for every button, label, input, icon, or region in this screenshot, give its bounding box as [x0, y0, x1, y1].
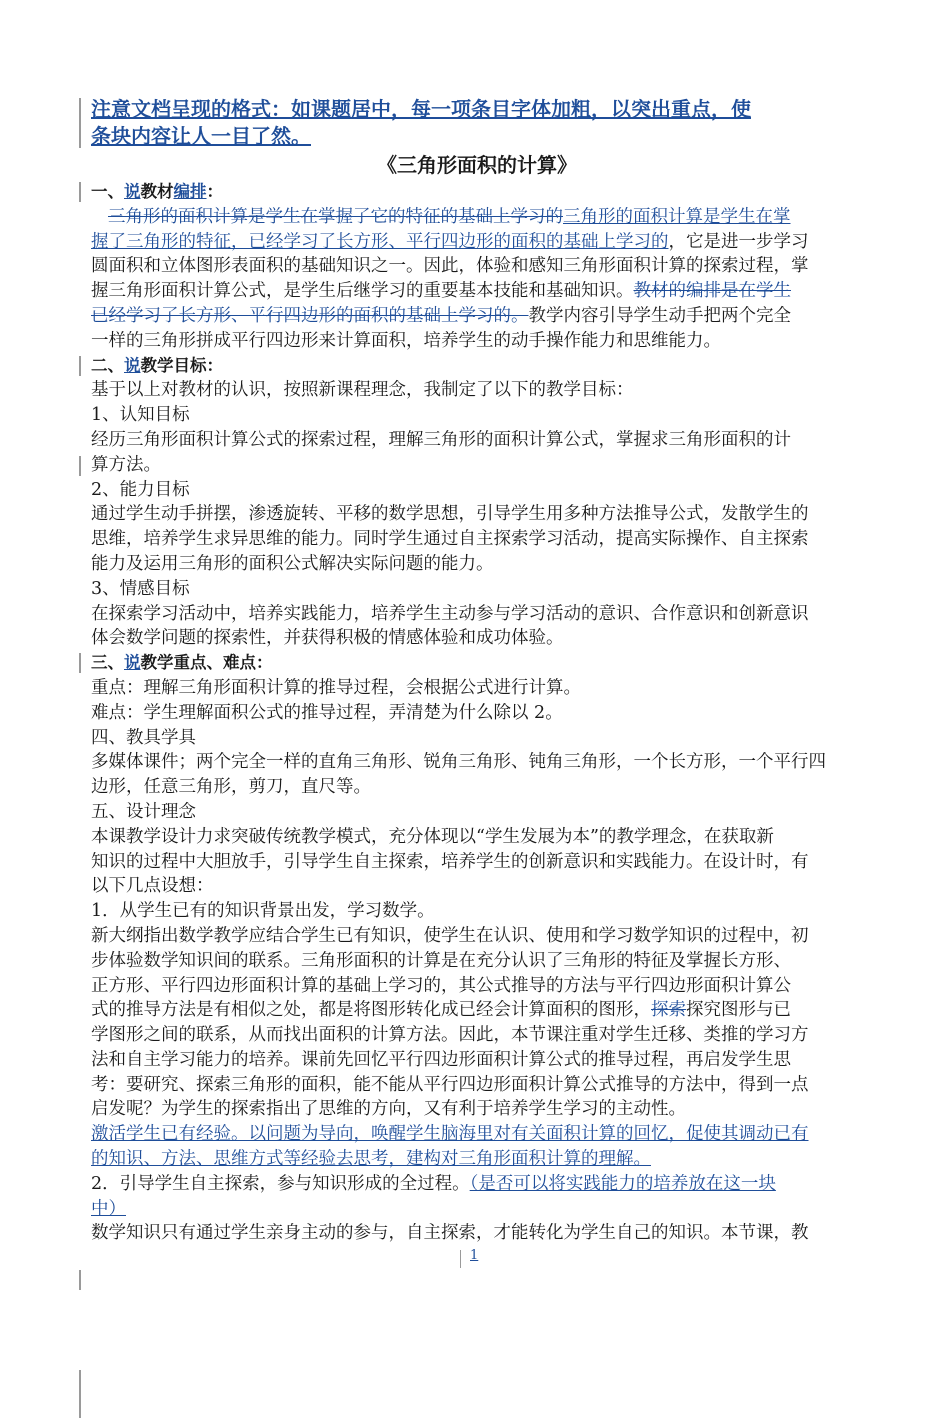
- paragraph-line: 数学知识只有通过学生亲身主动的参与，自主探索，才能转化为学生自己的知识。本节课，教: [91, 1223, 809, 1244]
- format-note-line: 条块内容让人一目了然。: [91, 124, 311, 148]
- paragraph-line: 基于以上对教材的认识，按照新课程理念，我制定了以下的教学目标：: [91, 380, 634, 401]
- section-design: [91, 800, 863, 1246]
- section-materials: [91, 726, 863, 800]
- section-textbook: [91, 180, 863, 354]
- section-goals: [91, 354, 863, 652]
- deleted-text: 三角形的面积计算是学生在掌握了它的特征的基础上学习的: [108, 206, 563, 227]
- format-note-line: 注意文档呈现的格式：如课题居中，每一项条目字体加粗，以突出重点，使: [91, 97, 751, 121]
- inserted-text: 握了三角形的特征，已经学习了长方形、平行四边形的面积的基础上学习的: [91, 231, 669, 252]
- paragraph-line: 一样的三角形拼成平行四边形来计算面积，培养学生的动手操作能力和思维能力。: [91, 330, 721, 351]
- change-bar: [79, 98, 81, 148]
- goal-title: 2、能力目标: [91, 479, 190, 500]
- paragraph-line: 启发呢？为学生的探索指出了思维的方向，又有利于培养学生学习的主动性。: [91, 1099, 686, 1120]
- point-title: 1．从学生已有的知识背景出发，学习数学。: [91, 901, 435, 922]
- paragraph-line: 在探索学习活动中，培养实践能力，培养学生主动参与学习活动的意识、合作意识和创新意识: [91, 603, 809, 624]
- change-bar: [79, 653, 81, 673]
- paragraph-line: 已经学习了长方形、平行四边形的面积的基础上学习的。教学内容引导学生动手把两个完全: [91, 305, 791, 326]
- deleted-text: 已经学习了长方形、平行四边形的面积的基础上学习的。: [91, 305, 529, 326]
- paragraph-line: 握三角形面积计算公式，是学生后继学习的重要基本技能和基础知识。教材的编排是在学生: [91, 281, 791, 302]
- paragraph-line: 经历三角形面积计算公式的探索过程，理解三角形的面积计算公式，掌握求三角形面积的计: [91, 429, 791, 450]
- paragraph-line: 能力及运用三角形的面积公式解决实际问题的能力。: [91, 553, 494, 574]
- change-bar: [79, 456, 81, 476]
- format-note: [91, 96, 863, 150]
- page-footer: [460, 1248, 500, 1272]
- section-heading: 三、说教学重点、难点：: [91, 653, 273, 673]
- goal-title: 3、情感目标: [91, 578, 190, 599]
- paragraph-line: 学图形之间的联系，从而找出面积的计算方法。因此，本节课注重对学生迁移、类推的学习方: [91, 1025, 809, 1046]
- paragraph-line: 体会数学问题的探索性，并获得积极的情感体验和成功体验。: [91, 628, 564, 649]
- section-key-points: [91, 651, 863, 725]
- change-bar: [79, 1370, 81, 1418]
- change-bar: [79, 182, 81, 202]
- paragraph-line: 知识的过程中大胆放手，引导学生自主探索，培养学生的创新意识和实践能力。在设计时，有: [91, 851, 809, 872]
- paragraph-line: 多媒体课件；两个完全一样的直角三角形、锐角三角形、钝角三角形，一个长方形，一个平行四: [91, 752, 826, 773]
- paragraph-line: 步体验数学知识间的联系。三角形面积的计算是在充分认识了三角形的特征及掌握长方形、: [91, 950, 791, 971]
- change-bar: [79, 356, 81, 376]
- paragraph-line: 思维，培养学生求异思维的能力。同时学生通过自主探索学习活动，提高实际操作、自主探索: [91, 529, 809, 550]
- section-heading: 四、教具学具: [91, 727, 196, 748]
- paragraph-line: 通过学生动手拼摆，渗透旋转、平移的数学思想，引导学生用多种方法推导公式，发散学生的: [91, 504, 809, 525]
- inserted-text: 的知识、方法、思维方式等经验去思考，建构对三角形面积计算的理解。: [91, 1149, 651, 1170]
- paragraph-line: 式的推导方法是有相似之处，都是将图形转化成已经会计算面积的图形，探索探究图形与已: [91, 1000, 791, 1021]
- paragraph-line: 以下几点设想：: [91, 876, 214, 897]
- inserted-text: 激活学生已有经验。以问题为导向，唤醒学生脑海里对有关面积计算的回忆，促使其调动已有: [91, 1124, 809, 1145]
- lesson-title: 《三角形面积的计算》: [377, 153, 577, 177]
- section-heading: 一、说教材编排：: [91, 182, 223, 201]
- paragraph-line: 本课教学设计力求突破传统教学模式，充分体现以“学生发展为本”的教学理念，在获取新: [91, 826, 774, 847]
- paragraph-line: 算方法。: [91, 454, 161, 475]
- paragraph-line: 重点：理解三角形面积计算的推导过程，会根据公式进行计算。: [91, 677, 581, 698]
- document-page: [91, 96, 863, 1246]
- deleted-text: 探索: [651, 1000, 686, 1021]
- section-heading: 二、说教学目标：: [91, 355, 223, 375]
- paragraph-line: 正方形、平行四边形面积计算的基础上学习的，其公式推导的方法与平行四边形面积计算公: [91, 975, 791, 996]
- paragraph-line: 边形，任意三角形，剪刀，直尺等。: [91, 777, 371, 798]
- paragraph-line: 难点：学生理解面积公式的推导过程，弄清楚为什么除以 2。: [91, 702, 563, 723]
- page-number: 1: [470, 1248, 479, 1263]
- change-bar: [79, 1270, 81, 1290]
- paragraph-line: 握了三角形的特征，已经学习了长方形、平行四边形的面积的基础上学习的，它是进一步学习: [91, 231, 809, 252]
- inserted-text: 三角形的面积计算是学生在掌: [563, 206, 791, 227]
- paragraph-line: 新大纲指出数学教学应结合学生已有知识，使学生在认识、使用和学习数学知识的过程中，初: [91, 925, 809, 946]
- paragraph-line: 圆面积和立体图形表面积的基础知识之一。因此，体验和感知三角形面积计算的探索过程，掌: [91, 256, 809, 277]
- deleted-text: 教材的编排是在学生: [633, 281, 791, 302]
- paragraph-line: [91, 205, 863, 230]
- section-heading: 五、设计理念: [91, 801, 196, 822]
- paragraph-line: 考：要研究、探索三角形的面积，能不能从平行四边形面积计算公式推导的方法中，得到一点: [91, 1074, 809, 1095]
- footer-divider: [460, 1250, 461, 1268]
- inserted-text: 中）: [91, 1198, 126, 1219]
- inserted-text: （是否可以将实践能力的培养放在这一块: [469, 1173, 776, 1194]
- paragraph-line: 法和自主学习能力的培养。课前先回忆平行四边形面积计算公式的推导过程，再启发学生思: [91, 1049, 791, 1070]
- point-title: 2．引导学生自主探索，参与知识形成的全过程。（是否可以将实践能力的培养放在这一块: [91, 1173, 776, 1194]
- goal-title: 1、认知目标: [91, 405, 190, 426]
